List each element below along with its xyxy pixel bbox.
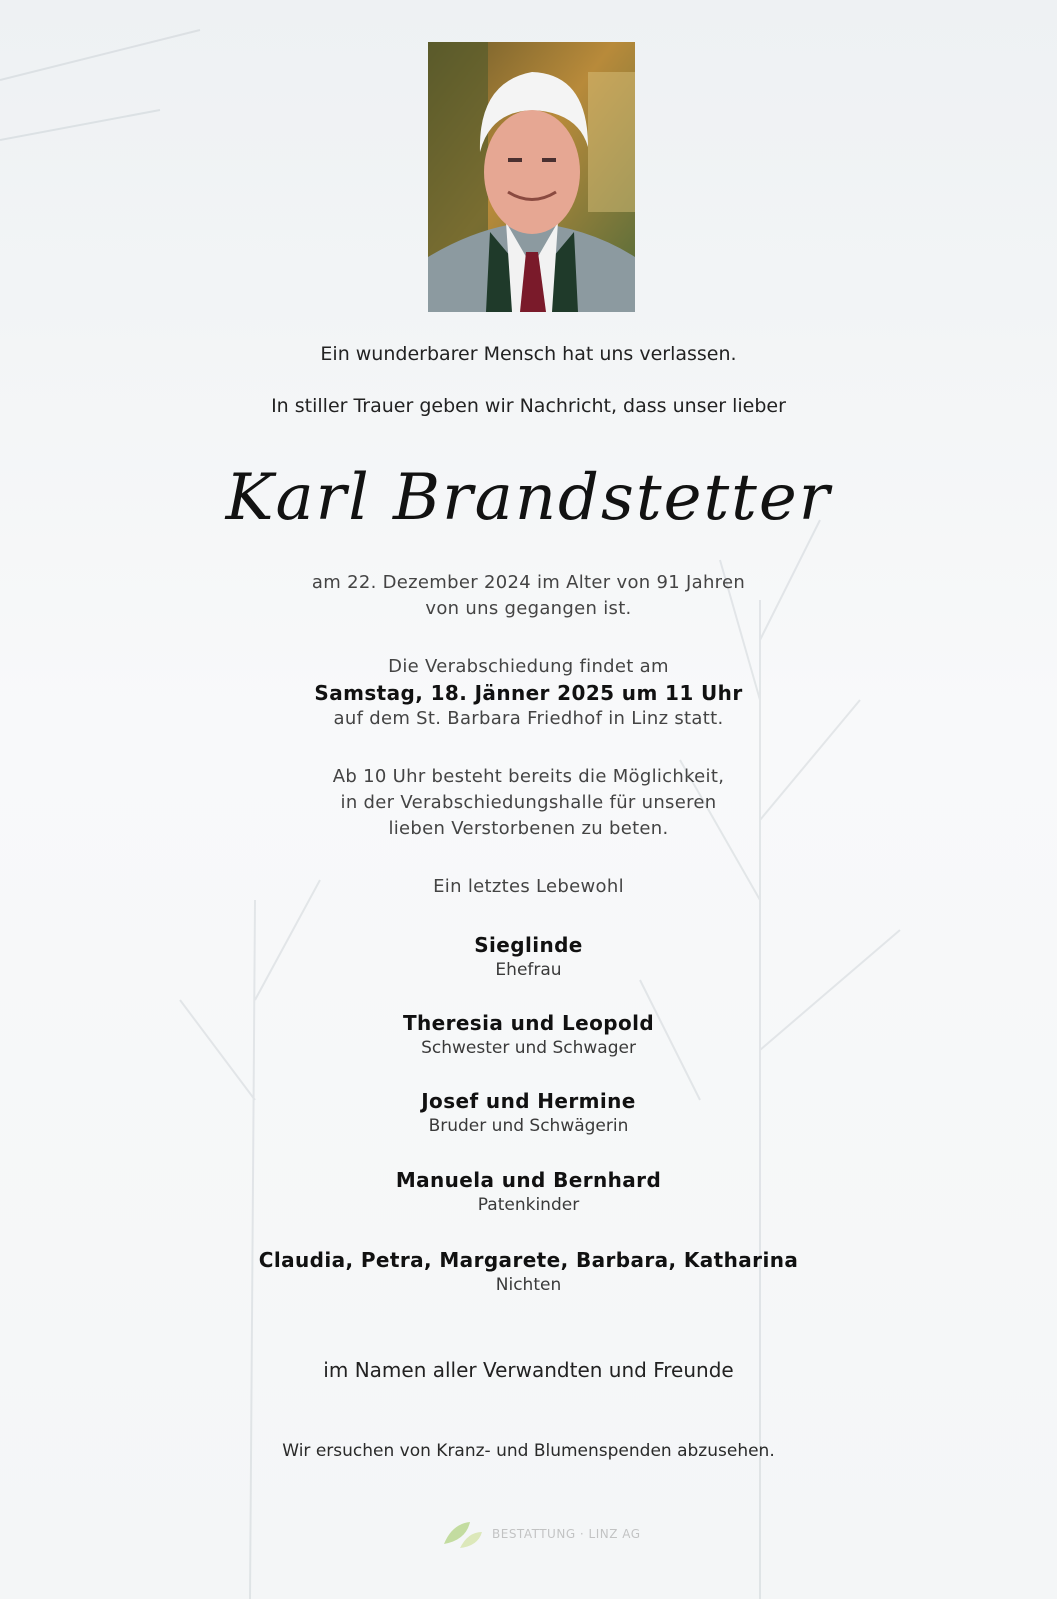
funeral-home-name: BESTATTUNG · LINZ AG bbox=[492, 1527, 641, 1541]
leaf-icon bbox=[440, 1518, 484, 1550]
mourner-names: Josef und Hermine bbox=[421, 1089, 636, 1113]
prayer-line-3: lieben Verstorbenen zu beten. bbox=[388, 818, 669, 839]
farewell-date: Samstag, 18. Jänner 2025 um 11 Uhr bbox=[314, 681, 743, 705]
farewell-intro: Die Verabschiedung findet am bbox=[388, 656, 669, 677]
farewell-place: auf dem St. Barbara Friedhof in Linz statt. bbox=[333, 708, 724, 729]
prayer-line-2: in der Verabschiedungshalle für unseren bbox=[340, 792, 717, 813]
deceased-name: Karl Brandstetter bbox=[225, 461, 832, 535]
mourner-names: Claudia, Petra, Margarete, Barbara, Katharina bbox=[258, 1248, 799, 1272]
intro-text: Ein wunderbarer Mensch hat uns verlassen. bbox=[320, 343, 737, 365]
mourner-names: Manuela und Bernhard bbox=[395, 1168, 662, 1192]
funeral-home-logo bbox=[440, 1516, 660, 1552]
mourner-relation: Patenkinder bbox=[477, 1195, 580, 1215]
notice-text: In stiller Trauer geben wir Nachricht, dass unser lieber bbox=[271, 395, 786, 417]
mourner-relation: Bruder und Schwägerin bbox=[428, 1116, 629, 1136]
flower-request: Wir ersuchen von Kranz- und Blumenspenden abzusehen. bbox=[282, 1441, 775, 1461]
behalf-text: im Namen aller Verwandten und Freunde bbox=[323, 1358, 734, 1382]
mourner-names: Sieglinde bbox=[474, 933, 583, 957]
mourner-relation: Nichten bbox=[495, 1275, 562, 1295]
portrait-photo bbox=[428, 42, 635, 312]
death-date-text: am 22. Dezember 2024 im Alter von 91 Jahren bbox=[311, 572, 746, 593]
mourner-names: Theresia und Leopold bbox=[402, 1011, 655, 1035]
mourner-relation: Schwester und Schwager bbox=[421, 1038, 636, 1058]
mourner-relation: Ehefrau bbox=[495, 960, 562, 980]
death-text-continued: von uns gegangen ist. bbox=[425, 598, 632, 619]
prayer-line-1: Ab 10 Uhr besteht bereits die Möglichkeit, bbox=[332, 766, 725, 787]
last-goodbye: Ein letztes Lebewohl bbox=[433, 876, 624, 897]
